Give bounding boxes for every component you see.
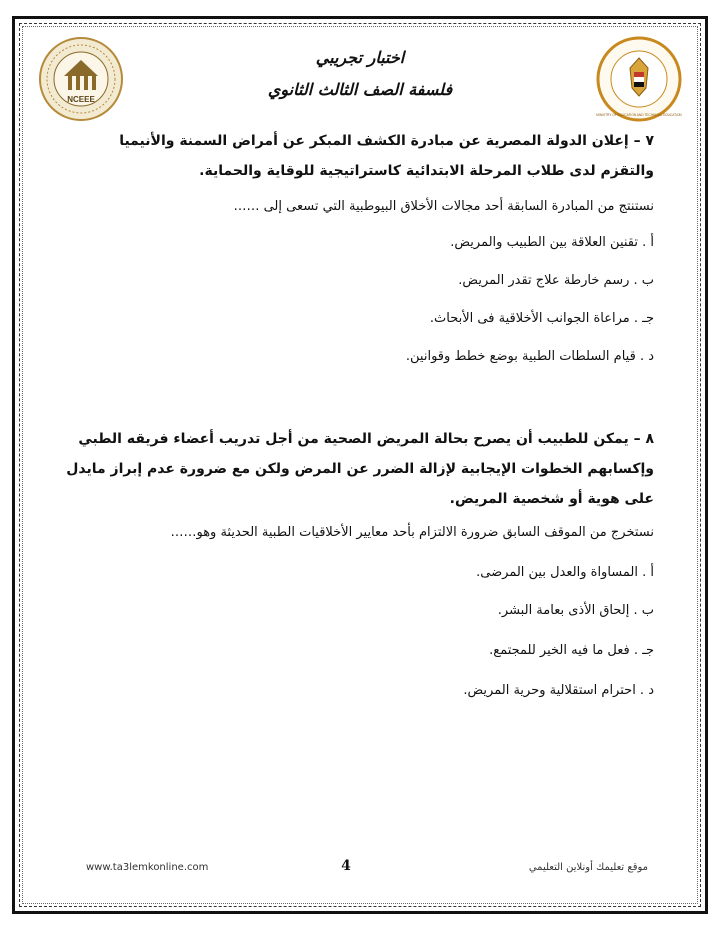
question-8-option-d[interactable]: د . احترام استقلالية وحرية المريض.: [463, 683, 654, 698]
footer-website[interactable]: www.ta3lemkonline.com: [86, 862, 209, 873]
question-7-option-b[interactable]: ب . رسم خارطة علاج تقدر المريض.: [458, 273, 654, 288]
question-8-prompt: نستخرج من الموقف السابق ضرورة الالتزام بأحد معايير الأخلاقيات الطبية الحديثة وهو……: [170, 525, 654, 540]
subject-title: فلسفة الصف الثالث الثانوي: [267, 80, 453, 99]
question-7-option-a[interactable]: أ . تقنين العلاقة بين الطبيب والمريض.: [450, 235, 654, 250]
question-8-option-b[interactable]: ب . إلحاق الأذى بعامة البشر.: [497, 603, 654, 618]
ministry-logo-text: MINISTRY OF EDUCATION AND TECHNICAL EDUCATION: [596, 113, 682, 117]
footer-site-name: موقع تعليمك أونلاين التعليمي: [528, 862, 648, 873]
question-7-text: ٧ – إعلان الدولة المصرية عن مبادرة الكشف المبكر عن أمراض السمنة والأنيميا والتقزم لدى طلاب المرحلة الابتدائية كاستراتيجية للوقاية والحماية.: [119, 133, 654, 179]
page-number: 4: [341, 858, 351, 874]
question-7-option-c[interactable]: جـ . مراعاة الجوانب الأخلاقية فى الأبحاث.: [429, 311, 654, 326]
nceee-logo: [38, 36, 124, 122]
nceee-logo-text: NCEEE: [67, 95, 95, 104]
exam-title: اختبار تجريبي: [315, 48, 405, 67]
question-8-option-c[interactable]: جـ . فعل ما فيه الخير للمجتمع.: [489, 643, 654, 658]
ministry-logo: [596, 36, 682, 122]
question-7-option-d[interactable]: د . قيام السلطات الطبية بوضع خطط وقوانين.: [405, 349, 654, 364]
question-8-text: ٨ – يمكن للطبيب أن يصرح بحالة المريض الصحية من أجل تدريب أعضاء فريقه الطبي وإكسابهم الخطوات الإيجابية لإزالة الضرر عن المرض ولكن مع ضرورة عدم إبراز مايدل على هوية أو شخصية المريض.: [66, 431, 654, 507]
question-7-prompt: نستنتج من المبادرة السابقة أحد مجالات الأخلاق البيوطبية التي تسعى إلى ……: [233, 199, 654, 214]
question-8-option-a[interactable]: أ . المساواة والعدل بين المرضى.: [476, 565, 654, 580]
